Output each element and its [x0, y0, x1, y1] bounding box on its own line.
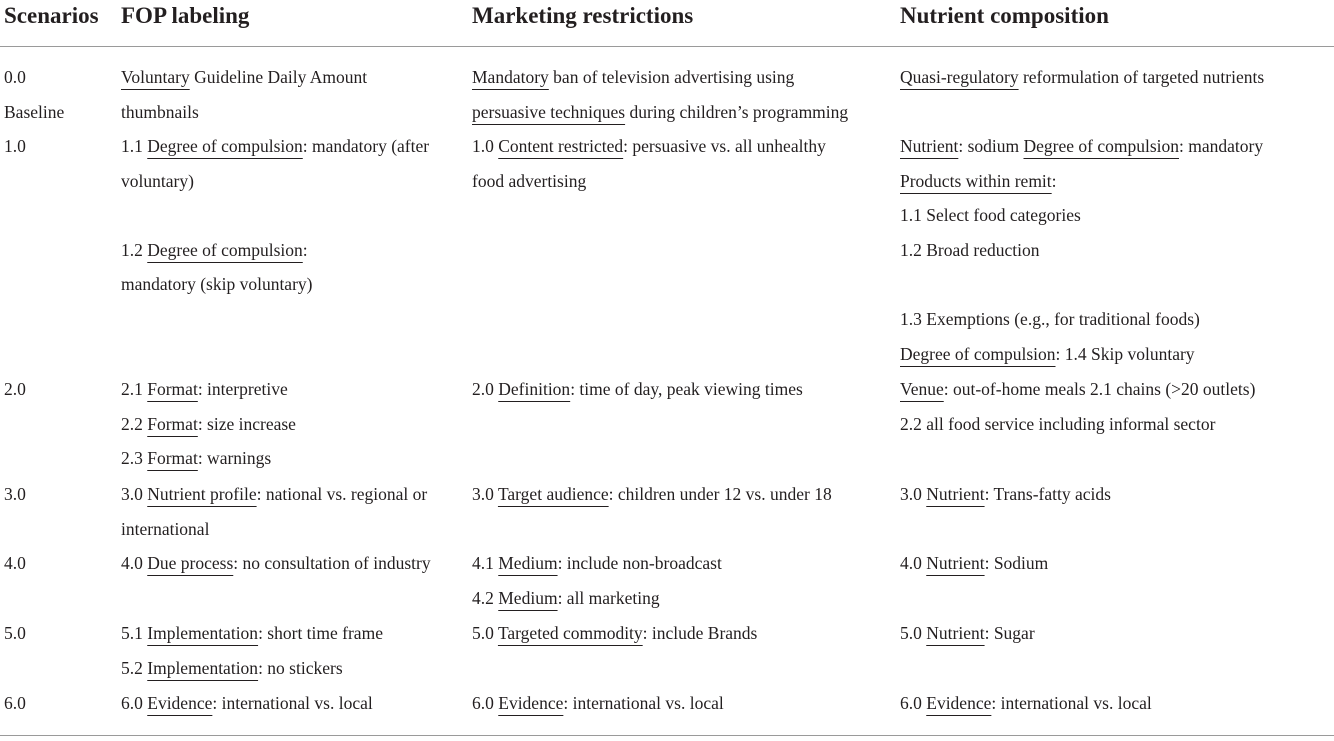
- cell-text: : time of day, peak viewing times: [570, 379, 803, 399]
- cell-text: during children’s programming: [625, 101, 849, 122]
- cell-text: 4.2: [472, 587, 499, 608]
- scenario-cell-4: [4, 546, 114, 581]
- cell-text: 1.3 Exemptions (e.g., for traditional foods): [900, 308, 1200, 329]
- marketing-cell-4: [472, 546, 892, 615]
- cell-line: [472, 686, 892, 721]
- cell-text: : persuasive vs. all unhealthy: [623, 136, 826, 156]
- cell-text: 3.0: [121, 484, 148, 504]
- underlined-term: Nutrient: [926, 553, 985, 573]
- marketing-cell-6: [472, 686, 892, 721]
- cell-text: 5.0: [900, 623, 927, 643]
- header-scenarios: Scenarios: [4, 3, 99, 28]
- cell-text: : 1.4 Skip voluntary: [1055, 343, 1195, 364]
- cell-text: 5.0: [472, 623, 498, 643]
- cell-text: 1.1: [121, 136, 148, 156]
- cell-line: [121, 477, 466, 512]
- underlined-term: Evidence: [926, 693, 992, 713]
- cell-line: [121, 60, 466, 95]
- cell-text: mandatory (skip voluntary): [121, 274, 313, 295]
- marketing-cell-2: [472, 372, 892, 407]
- underlined-term: Format: [147, 448, 198, 469]
- nutrient-cell-1: [900, 129, 1330, 371]
- underlined-term: Degree of compulsion: [1023, 136, 1179, 156]
- scenario-cell-1: [4, 129, 114, 164]
- cell-line: [472, 477, 892, 512]
- nutrient-cell-6: [900, 686, 1330, 721]
- cell-text: : international vs. local: [563, 693, 724, 713]
- cell-text: 2.2: [121, 413, 148, 434]
- cell-line: [472, 95, 892, 130]
- cell-line: [121, 441, 466, 476]
- underlined-term: Nutrient: [926, 623, 985, 643]
- cell-text: : all marketing: [557, 587, 660, 608]
- cell-text: 4.0: [900, 553, 927, 573]
- cell-text: 3.0: [900, 484, 927, 504]
- fop-cell-0: [121, 60, 466, 129]
- cell-text: 3.0: [4, 484, 26, 504]
- cell-line: [472, 129, 892, 164]
- underlined-term: Degree of compulsion: [147, 136, 303, 156]
- cell-line: [472, 372, 892, 407]
- cell-text: 2.2 all food service including informal sector: [900, 413, 1216, 434]
- marketing-cell-5: [472, 616, 892, 651]
- cell-line: [121, 616, 466, 651]
- cell-text: 5.1: [121, 623, 148, 643]
- cell-text: 4.1: [472, 553, 499, 573]
- footer-rule: [0, 735, 1334, 736]
- cell-text: 1.0: [4, 136, 26, 156]
- cell-text: 2.0: [472, 379, 499, 399]
- underlined-term: Due process: [147, 553, 234, 573]
- cell-text: : include non-broadcast: [557, 553, 722, 573]
- cell-line: [900, 477, 1330, 512]
- underlined-term: Venue: [900, 379, 944, 399]
- cell-line: [900, 164, 1330, 199]
- marketing-cell-3: [472, 477, 892, 512]
- marketing-cell-0: [472, 60, 892, 129]
- cell-line: [121, 546, 466, 581]
- underlined-term: Nutrient: [926, 484, 985, 504]
- cell-line: [472, 581, 892, 616]
- underlined-term: Evidence: [498, 693, 564, 713]
- cell-text: 1.2 Broad reduction: [900, 239, 1040, 260]
- cell-text: : Trans-fatty acids: [984, 484, 1111, 504]
- underlined-term: persuasive techniques: [472, 101, 626, 122]
- cell-text: 6.0: [4, 693, 26, 713]
- cell-text: : include Brands: [642, 623, 758, 643]
- header-rule: [0, 46, 1334, 47]
- cell-line: [900, 372, 1330, 407]
- cell-line: [121, 233, 466, 268]
- cell-text: 1.1 Select food categories: [900, 205, 1081, 226]
- cell-text: : no consultation of industry: [233, 553, 431, 573]
- underlined-term: Nutrient profile: [147, 484, 257, 504]
- nutrient-cell-5: [900, 616, 1330, 651]
- cell-text: 6.0: [472, 693, 499, 713]
- fop-cell-3: [121, 477, 466, 546]
- cell-text: : national vs. regional or: [256, 484, 428, 504]
- cell-text: 5.0: [4, 623, 26, 643]
- nutrient-cell-2: [900, 372, 1330, 441]
- underlined-term: Format: [147, 379, 198, 399]
- underlined-term: Implementation: [147, 657, 259, 678]
- cell-line: [121, 651, 466, 686]
- nutrient-cell-4: [900, 546, 1330, 581]
- cell-text: voluntary): [121, 170, 194, 191]
- cell-line: [900, 129, 1330, 164]
- cell-text: : out-of-home meals 2.1 chains (>20 outlets): [943, 379, 1256, 399]
- cell-line: [900, 686, 1330, 721]
- cell-text: 2.0: [4, 379, 26, 399]
- fop-cell-6: [121, 686, 466, 721]
- cell-text: : international vs. local: [991, 693, 1152, 713]
- underlined-term: Implementation: [147, 623, 259, 643]
- cell-text: : Sugar: [984, 623, 1035, 643]
- cell-text: 0.0: [4, 67, 26, 87]
- cell-line: [472, 60, 892, 95]
- cell-line: [121, 407, 466, 442]
- cell-text: reformulation of targeted nutrients: [1018, 67, 1265, 87]
- cell-line: [121, 129, 466, 164]
- header-marketing: Marketing restrictions: [472, 3, 694, 28]
- cell-text: : children under 12 vs. under 18: [608, 484, 832, 504]
- underlined-term: Quasi-regulatory: [900, 67, 1019, 87]
- cell-text: : interpretive: [197, 379, 288, 399]
- cell-text: : Sodium: [984, 553, 1049, 573]
- cell-text: :: [1051, 170, 1057, 191]
- cell-text: : mandatory (after: [302, 136, 430, 156]
- cell-text: : size increase: [197, 413, 296, 434]
- cell-text: thumbnails: [121, 101, 199, 122]
- cell-text: food advertising: [472, 170, 587, 191]
- cell-text: 4.0: [121, 553, 148, 573]
- cell-line: [900, 616, 1330, 651]
- cell-line: [900, 60, 1330, 95]
- underlined-term: Nutrient: [900, 136, 959, 156]
- marketing-cell-1: [472, 129, 892, 198]
- header-nutrient: Nutrient composition: [900, 3, 1109, 28]
- nutrient-cell-0: [900, 60, 1330, 95]
- scenario-cell-5: [4, 616, 114, 651]
- cell-text: 2.1: [121, 379, 148, 399]
- cell-text: ban of television advertising using: [548, 67, 795, 87]
- cell-text: : short time frame: [258, 623, 383, 643]
- cell-text: : international vs. local: [212, 693, 373, 713]
- cell-text: Guideline Daily Amount: [189, 67, 368, 87]
- underlined-term: Medium: [498, 587, 558, 608]
- cell-text: 2.3: [121, 448, 148, 469]
- scenario-cell-6: [4, 686, 114, 721]
- underlined-term: Evidence: [147, 693, 213, 713]
- underlined-term: Voluntary: [121, 67, 190, 87]
- underlined-term: Targeted commodity: [497, 623, 643, 643]
- cell-text: 4.0: [4, 553, 26, 573]
- cell-text: : no stickers: [258, 657, 343, 678]
- underlined-term: Medium: [498, 553, 558, 573]
- cell-text: 1.2: [121, 239, 148, 260]
- cell-text: international: [121, 518, 210, 539]
- cell-text: 3.0: [472, 484, 498, 504]
- scenario-cell-0: [4, 60, 114, 129]
- underlined-term: Content restricted: [498, 136, 624, 156]
- cell-line: [472, 546, 892, 581]
- cell-line: [121, 686, 466, 721]
- cell-text: : sodium: [958, 136, 1024, 156]
- scenario-cell-3: [4, 477, 114, 512]
- cell-text: : warnings: [197, 448, 272, 469]
- cell-text: 5.2: [121, 657, 148, 678]
- header-fop-labeling: FOP labeling: [121, 3, 250, 28]
- cell-text: : mandatory: [1179, 136, 1264, 156]
- scenario-cell-2: [4, 372, 114, 407]
- underlined-term: Mandatory: [472, 67, 549, 87]
- cell-line: [121, 372, 466, 407]
- underlined-term: Target audience: [497, 484, 609, 504]
- cell-line: [900, 546, 1330, 581]
- fop-cell-5: [121, 616, 466, 685]
- underlined-term: Degree of compulsion: [900, 343, 1056, 364]
- cell-line: [472, 616, 892, 651]
- cell-text: Baseline: [4, 101, 65, 122]
- cell-text: 6.0: [900, 693, 927, 713]
- underlined-term: Format: [147, 413, 198, 434]
- fop-cell-4: [121, 546, 466, 581]
- underlined-term: Products within remit: [900, 170, 1052, 191]
- underlined-term: Degree of compulsion: [147, 239, 303, 260]
- cell-text: :: [302, 239, 308, 260]
- fop-cell-2: [121, 372, 466, 476]
- cell-line: [900, 337, 1330, 372]
- fop-cell-1: [121, 129, 466, 302]
- cell-text: 1.0: [472, 136, 499, 156]
- underlined-term: Definition: [498, 379, 571, 399]
- cell-text: 6.0: [121, 693, 148, 713]
- nutrient-cell-3: [900, 477, 1330, 512]
